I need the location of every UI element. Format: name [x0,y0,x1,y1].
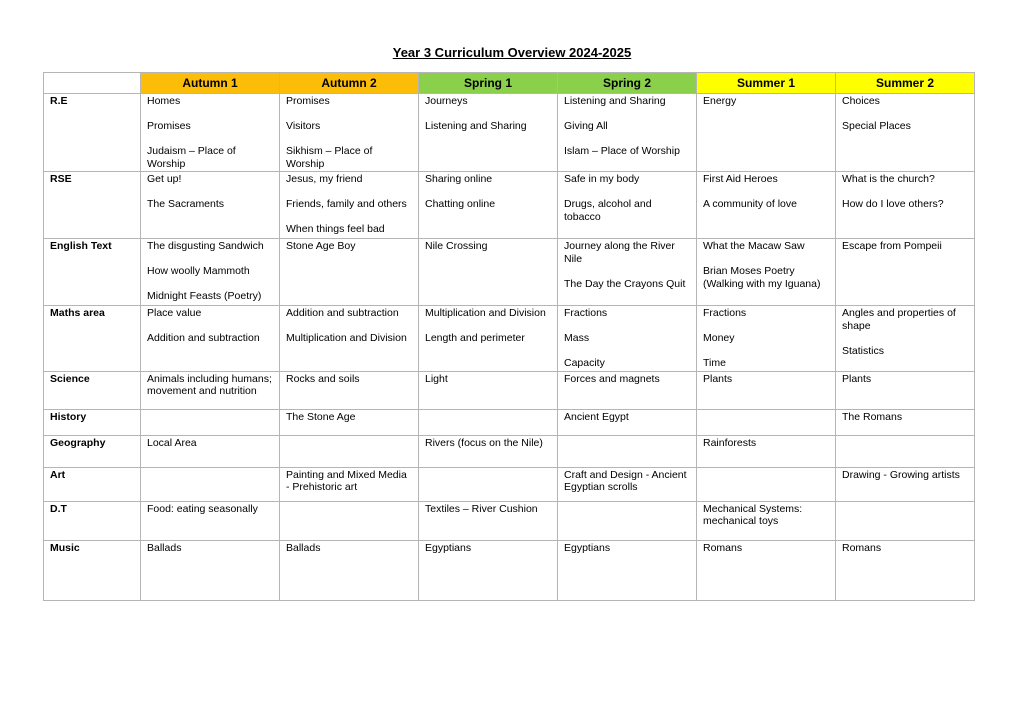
topic-cell [419,501,558,540]
topic-item: Money [703,332,735,344]
topic-item: Journeys [425,95,468,107]
topic-item: Listening and Sharing [564,95,666,107]
topic-item: Listening and Sharing [425,120,527,132]
topic-cell [697,239,836,306]
topic-cell [697,172,836,239]
topic-cell [836,435,975,467]
term-header-autumn-1: Autumn 1 [141,73,280,94]
table-row [44,540,975,600]
topic-item: Promises [147,120,191,132]
topic-cell [836,467,975,501]
curriculum-body [44,94,975,601]
subject-label: English Text [44,239,141,306]
topic-item: Ancient Egypt [564,410,629,423]
topic-item: Multiplication and Division [286,332,407,344]
table-row [44,501,975,540]
topic-item: Painting and Mixed Media - Prehistoric art [286,468,407,493]
topic-cell [836,501,975,540]
topic-cell [558,306,697,372]
topic-item: Safe in my body [564,173,640,185]
topic-cell [558,540,697,600]
topic-item: Addition and subtraction [286,307,399,319]
topic-cell [280,409,419,435]
topic-item: Forces and magnets [564,372,660,385]
topic-item: Length and perimeter [425,332,525,344]
topic-item: Stone Age Boy [286,240,356,252]
topic-item: Statistics [842,344,885,357]
topic-item: Fractions [703,307,747,319]
subject-label: Art [44,467,141,501]
topic-item: Brian Moses Poetry (Walking with my Iguana) [703,265,821,290]
topic-item: Journey along the River Nile [564,240,675,265]
topic-item: Mechanical Systems: mechanical toys [703,502,803,527]
page-title: Year 3 Curriculum Overview 2024-2025 [392,45,632,60]
topic-item: Sikhism – Place of Worship [286,145,373,170]
topic-item: Place value [147,307,202,319]
topic-cell [697,306,836,372]
topic-item: Angles and properties of shape [842,307,956,332]
topic-item: What the Macaw Saw [703,240,805,252]
topic-item: Rocks and soils [286,372,360,385]
topic-item: Giving All [564,120,608,132]
topic-cell [419,239,558,306]
subject-label: Maths area [44,306,141,372]
topic-item: Animals including humans; movement and nutrition [147,372,272,397]
topic-cell [280,371,419,409]
topic-item: Judaism – Place of Worship [147,145,236,170]
topic-item: Rivers (focus on the Nile) [425,436,543,449]
topic-item: Jesus, my friend [286,173,363,185]
topic-cell [697,501,836,540]
term-header-spring-1: Spring 1 [419,73,558,94]
topic-item: Romans [703,541,743,554]
topic-cell [697,409,836,435]
topic-cell [836,540,975,600]
topic-cell [419,94,558,172]
topic-item: The disgusting Sandwich [147,240,264,252]
topic-cell [419,435,558,467]
topic-cell [558,172,697,239]
topic-item: The Sacraments [147,198,225,210]
topic-cell [697,435,836,467]
topic-cell [141,409,280,435]
topic-cell [558,467,697,501]
topic-item: Fractions [564,307,608,319]
topic-cell [141,94,280,172]
topic-item: How do I love others? [842,198,944,210]
topic-item: A community of love [703,198,797,210]
topic-item: Energy [703,95,737,107]
topic-cell [419,540,558,600]
table-row [44,94,975,172]
topic-cell [697,467,836,501]
topic-item: Escape from Pompeii [842,240,942,252]
table-row [44,306,975,372]
topic-item: Drugs, alcohol and tobacco [564,198,652,223]
topic-cell [419,409,558,435]
topic-cell [280,501,419,540]
term-header-summer-2: Summer 2 [836,73,975,94]
topic-item: Ballads [147,541,182,554]
topic-cell [141,435,280,467]
topic-cell [558,94,697,172]
term-header-row [44,73,975,94]
topic-cell [558,239,697,306]
topic-cell [141,172,280,239]
topic-cell [836,371,975,409]
subject-label: History [44,409,141,435]
topic-item: Friends, family and others [286,198,407,210]
topic-item: What is the church? [842,173,935,185]
topic-item: Rainforests [703,436,757,449]
topic-cell [280,306,419,372]
topic-cell [141,501,280,540]
topic-cell [697,94,836,172]
topic-cell [419,172,558,239]
topic-item: Addition and subtraction [147,332,260,344]
topic-cell [558,371,697,409]
topic-cell [836,172,975,239]
topic-item: Capacity [564,357,605,369]
topic-cell [836,94,975,172]
topic-cell [697,371,836,409]
topic-item: The Romans [842,410,903,423]
topic-item: Nile Crossing [425,240,488,252]
topic-cell [419,467,558,501]
topic-item: Local Area [147,436,197,449]
topic-item: Mass [564,332,590,344]
topic-item: Time [703,357,726,369]
topic-cell [558,435,697,467]
topic-cell [558,409,697,435]
curriculum-table [43,72,975,601]
corner-cell [44,73,141,94]
topic-item: Choices [842,95,880,107]
topic-item: Chatting online [425,198,496,210]
table-row [44,239,975,306]
term-header-spring-2: Spring 2 [558,73,697,94]
topic-item: First Aid Heroes [703,173,778,185]
topic-item: Islam – Place of Worship [564,145,680,157]
subject-label: D.T [44,501,141,540]
topic-cell [141,540,280,600]
topic-cell [836,306,975,372]
topic-item: Promises [286,95,330,107]
topic-cell [419,371,558,409]
table-row [44,467,975,501]
topic-item: How woolly Mammoth [147,265,250,277]
topic-cell [141,239,280,306]
topic-cell [141,371,280,409]
topic-cell [280,94,419,172]
topic-cell [141,467,280,501]
topic-item: Get up! [147,173,182,185]
topic-cell [836,409,975,435]
topic-cell [280,172,419,239]
topic-cell [419,306,558,372]
topic-item: Homes [147,95,181,107]
topic-item: Midnight Feasts (Poetry) [147,290,262,302]
table-row [44,409,975,435]
term-header-autumn-2: Autumn 2 [280,73,419,94]
topic-item: Drawing - Growing artists [842,468,960,481]
term-header-summer-1: Summer 1 [697,73,836,94]
topic-item: The Day the Crayons Quit [564,277,686,290]
table-row [44,435,975,467]
topic-item: Textiles – River Cushion [425,502,538,515]
topic-item: Special Places [842,120,911,132]
subject-label: Music [44,540,141,600]
subject-label: RSE [44,172,141,239]
topic-cell [141,306,280,372]
topic-cell [558,501,697,540]
topic-item: Multiplication and Division [425,307,546,319]
topic-item: The Stone Age [286,410,356,423]
topic-cell [697,540,836,600]
topic-cell [836,239,975,306]
table-row [44,172,975,239]
topic-item: Ballads [286,541,321,554]
topic-item: Sharing online [425,173,493,185]
topic-item: When things feel bad [286,223,385,235]
topic-item: Plants [703,372,733,385]
subject-label: Science [44,371,141,409]
topic-item: Romans [842,541,882,554]
topic-cell [280,239,419,306]
topic-item: Egyptians [425,541,472,554]
topic-cell [280,467,419,501]
topic-item: Craft and Design - Ancient Egyptian scrolls [564,468,687,493]
topic-cell [280,540,419,600]
topic-item: Visitors [286,120,321,132]
topic-item: Egyptians [564,541,611,554]
table-row [44,371,975,409]
topic-cell [280,435,419,467]
topic-item: Light [425,372,448,385]
topic-item: Food: eating seasonally [147,502,258,515]
subject-label: R.E [44,94,141,172]
subject-label: Geography [44,435,141,467]
topic-item: Plants [842,372,872,385]
